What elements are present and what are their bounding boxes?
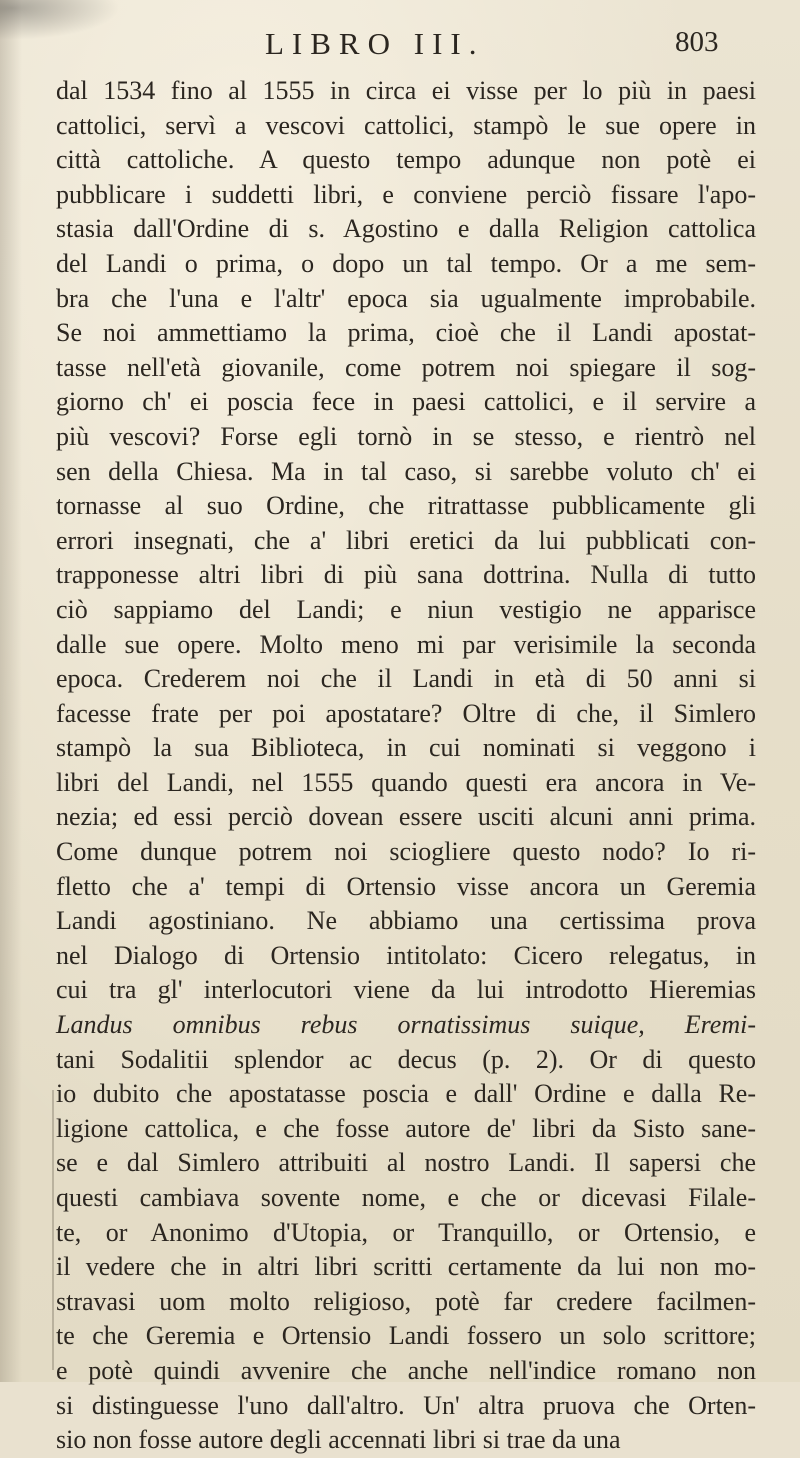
text-line: Come dunque potrem noi sciogliere questo nodo? Io ri- bbox=[56, 837, 756, 867]
text-line: epoca. Crederem noi che il Landi in età di 50 anni si bbox=[56, 664, 756, 694]
text-line: pubblicare i suddetti libri, e conviene perciò fissare l'apo- bbox=[56, 179, 756, 209]
text-line: sen della Chiesa. Ma in tal caso, si sarebbe voluto ch' ei bbox=[56, 456, 756, 486]
body-text bbox=[56, 74, 756, 1458]
text-line: tornasse al suo Ordine, che ritrattasse pubblicamente gli bbox=[56, 491, 756, 521]
text-line: fletto che a' tempi di Ortensio visse ancora un Geremia bbox=[56, 871, 756, 901]
text-line: più vescovi? Forse egli tornò in se stesso, e rientrò nel bbox=[56, 421, 756, 451]
text-line: errori insegnati, che a' libri eretici da lui pubblicati con- bbox=[56, 525, 756, 555]
text-line: te che Geremia e Ortensio Landi fossero un solo scrittore; bbox=[56, 1321, 756, 1351]
text-line: ciò sappiamo del Landi; e niun vestigio ne apparisce bbox=[56, 594, 756, 624]
text-line: si distinguesse l'uno dall'altro. Un' altra pruova che Orten- bbox=[56, 1390, 756, 1420]
text-line: stampò la sua Biblioteca, in cui nominati si veggono i bbox=[56, 733, 756, 763]
margin-rule bbox=[52, 1090, 54, 1370]
text-line: questi cambiava sovente nome, e che or dicevasi Filale- bbox=[56, 1183, 756, 1212]
text-line: cui tra gl' interlocutori viene da lui introdotto Hieremias bbox=[56, 975, 756, 1005]
running-head: LIBRO III. bbox=[265, 26, 485, 61]
text-line: del Landi o prima, o dopo un tal tempo. Or a me sem- bbox=[56, 248, 756, 278]
text-line-italic: Landus omnibus rebus ornatissimus suique, Eremi- bbox=[56, 1010, 756, 1040]
text-line: dalle sue opere. Molto meno mi par verisimile la seconda bbox=[56, 629, 756, 659]
text-line: tasse nell'età giovanile, come potrem noi spiegare il sog- bbox=[56, 352, 756, 382]
text-line: bra che l'una e l'altr' epoca sia ugualmente improbabile. bbox=[56, 283, 756, 313]
page-number: 803 bbox=[675, 26, 719, 58]
text-line: e potè quindi avvenire che anche nell'indice romano non bbox=[56, 1355, 756, 1385]
page-header bbox=[0, 26, 800, 66]
text-line: il vedere che in altri libri scritti certamente da lui non mo- bbox=[56, 1252, 756, 1282]
gutter-shadow bbox=[0, 0, 22, 1382]
text-line: stravasi uom molto religioso, potè far credere facilmen- bbox=[56, 1286, 756, 1316]
text-line: sio non fosse autore degli accennati libri si trae da una bbox=[56, 1425, 621, 1455]
text-line: città cattoliche. A questo tempo adunque non potè ei bbox=[56, 145, 756, 175]
text-line: stasia dall'Ordine di s. Agostino e dalla Religion cattolica bbox=[56, 214, 756, 244]
text-line: Landi agostiniano. Ne abbiamo una certissima prova bbox=[56, 906, 756, 936]
text-line: dal 1534 fino al 1555 in circa ei visse per lo più in paesi bbox=[56, 76, 756, 105]
text-line: io dubito che apostatasse poscia e dall' Ordine e dalla Re- bbox=[56, 1079, 756, 1109]
text-line: trapponesse altri libri di più sana dottrina. Nulla di tutto bbox=[56, 560, 756, 590]
text-line: se e dal Simlero attribuiti al nostro Landi. Il sapersi che bbox=[56, 1148, 756, 1178]
text-line: giorno ch' ei poscia fece in paesi cattolici, e il servire a bbox=[56, 387, 756, 417]
text-line: nel Dialogo di Ortensio intitolato: Cicero relegatus, in bbox=[56, 940, 756, 970]
text-line: Se noi ammettiamo la prima, cioè che il Landi apostat- bbox=[56, 318, 756, 348]
text-line: nezia; ed essi perciò dovean essere usciti alcuni anni prima. bbox=[56, 802, 756, 832]
text-line: tani Sodalitii splendor ac decus (p. 2). Or di questo bbox=[56, 1044, 756, 1074]
text-line: ligione cattolica, e che fosse autore de' libri da Sisto sane- bbox=[56, 1113, 756, 1143]
text-line: te, or Anonimo d'Utopia, or Tranquillo, or Ortensio, e bbox=[56, 1217, 756, 1247]
text-line: libri del Landi, nel 1555 quando questi era ancora in Ve- bbox=[56, 767, 756, 797]
text-line: facesse frate per poi apostatare? Oltre di che, il Simlero bbox=[56, 698, 756, 728]
text-line: cattolici, servì a vescovi cattolici, stampò le sue opere in bbox=[56, 110, 756, 140]
